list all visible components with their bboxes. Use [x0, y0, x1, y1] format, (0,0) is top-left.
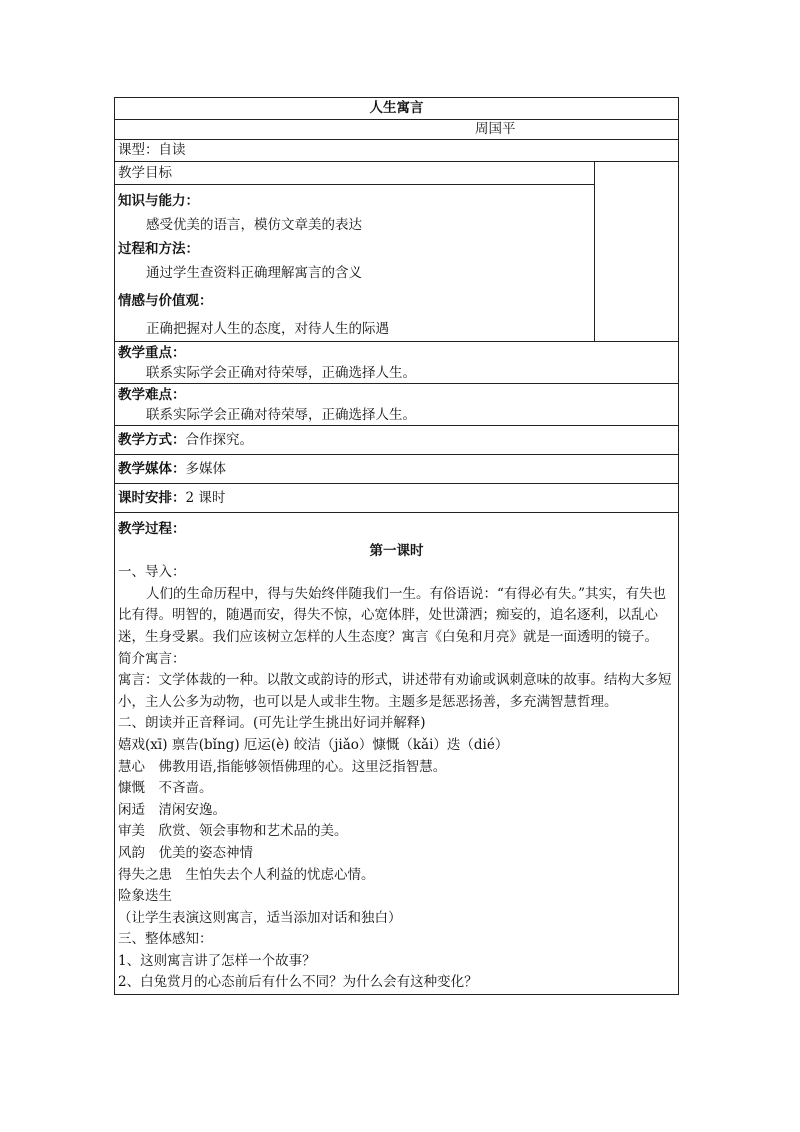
question-item: 2、白兔赏月的心态前后有什么不同？为什么会有这种变化？	[118, 974, 478, 991]
lesson-plan-table	[114, 97, 679, 995]
emotion-label: 情感与价值观：	[118, 293, 213, 309]
intro-heading: 一、导入：	[118, 564, 186, 581]
pinyin-line: 嬉戏(xī) 禀告(bǐng) 厄运(è) 皎洁（jiǎo）慷慨（kǎi）迭（dié）	[118, 736, 509, 753]
lesson-title: 第一课时	[369, 542, 424, 559]
fable-text: 寓言：文学体裁的一种。以散文或韵诗的形式，讲述带有劝谕或讽刺意味的故事。结构大多短小，主人公多为动物，也可以是人或非生物。主题多是惩恶扬善，多充满智慧哲理。	[118, 672, 672, 710]
knowledge-label: 知识与能力：	[118, 193, 199, 209]
emotion-text: 正确把握对人生的态度，对待人生的际遇	[146, 321, 389, 337]
schedule-value: 2 课时	[185, 490, 226, 506]
lesson-type-row	[115, 140, 679, 162]
process-label: 过程和方法：	[118, 241, 199, 257]
method-section	[115, 426, 679, 455]
key-points-section	[115, 342, 679, 384]
vocab-item: 风韵 优美的姿态神情	[118, 844, 253, 861]
difficulties-label: 教学难点：	[118, 387, 186, 403]
difficulties-text: 联系实际学会正确对待荣辱，正确选择人生。	[146, 407, 416, 423]
media-label: 教学媒体：	[118, 461, 186, 477]
fable-heading: 简介寓言：	[118, 650, 186, 667]
lesson-plan-document	[114, 97, 678, 995]
intro-paragraph: 人们的生命历程中，得与失始终伴随我们一生。有俗语说：“有得必有失。”其实，有失也比有得。明智的，随遇而安，得失不惊，心宽体胖，处世潇洒；痴妄的，追名逐利，以乱心迷，生身受累。我们应该树立怎样的人生态度？寓言《白兔和月亮》就是一面透明的镜子。	[118, 585, 667, 645]
method-label: 教学方式：	[118, 432, 186, 448]
objectives-heading: 教学目标	[115, 162, 595, 185]
schedule-section	[115, 484, 679, 513]
vocab-item: 闲适 清闲安逸。	[118, 801, 226, 818]
objectives-section	[115, 185, 595, 342]
difficulties-row	[115, 384, 679, 426]
media-value: 多媒体	[185, 461, 226, 477]
process-label: 教学过程：	[118, 521, 186, 537]
vocab-item: 慷慨 不吝啬。	[118, 780, 213, 797]
process-text: 通过学生查资料正确理解寓言的含义	[146, 265, 362, 281]
method-value: 合作探究。	[185, 432, 253, 448]
process-row	[115, 513, 679, 995]
vocab-item: 审美 欣赏、领会事物和艺术品的美。	[118, 823, 348, 840]
lesson-type: 课型：自读	[115, 140, 679, 162]
key-points-text: 联系实际学会正确对待荣辱，正确选择人生。	[146, 365, 416, 381]
media-row	[115, 455, 679, 484]
overall-heading: 三、整体感知：	[118, 931, 213, 948]
vocab-item: 险象迭生	[118, 888, 172, 905]
media-section	[115, 455, 679, 484]
vocab-item: 得失之患 生怕失去个人利益的忧虑心情。	[118, 866, 375, 883]
author-name: 周国平	[115, 120, 679, 140]
schedule-label: 课时安排：	[118, 490, 186, 506]
vocab-item: 慧心 佛教用语,指能够领悟佛理的心。这里泛指智慧。	[118, 758, 447, 775]
reading-heading: 二、朗读并正音释词。(可先让学生挑出好词并解释)	[118, 715, 426, 732]
method-row	[115, 426, 679, 455]
difficulties-section	[115, 384, 679, 426]
schedule-row	[115, 484, 679, 513]
key-points-label: 教学重点：	[118, 345, 186, 361]
question-item: 1、这则寓言讲了怎样一个故事？	[118, 952, 316, 969]
document-title: 人生寓言	[115, 98, 679, 120]
title-row	[115, 98, 679, 120]
roleplay-note: （让学生表演这则寓言，适当添加对话和独白）	[118, 909, 402, 926]
author-row	[115, 120, 679, 140]
key-points-row	[115, 342, 679, 384]
objectives-row	[115, 185, 679, 342]
side-column	[595, 162, 679, 342]
objectives-heading-row	[115, 162, 679, 185]
knowledge-text: 感受优美的语言，模仿文章美的表达	[146, 217, 362, 233]
process-section	[115, 513, 679, 995]
